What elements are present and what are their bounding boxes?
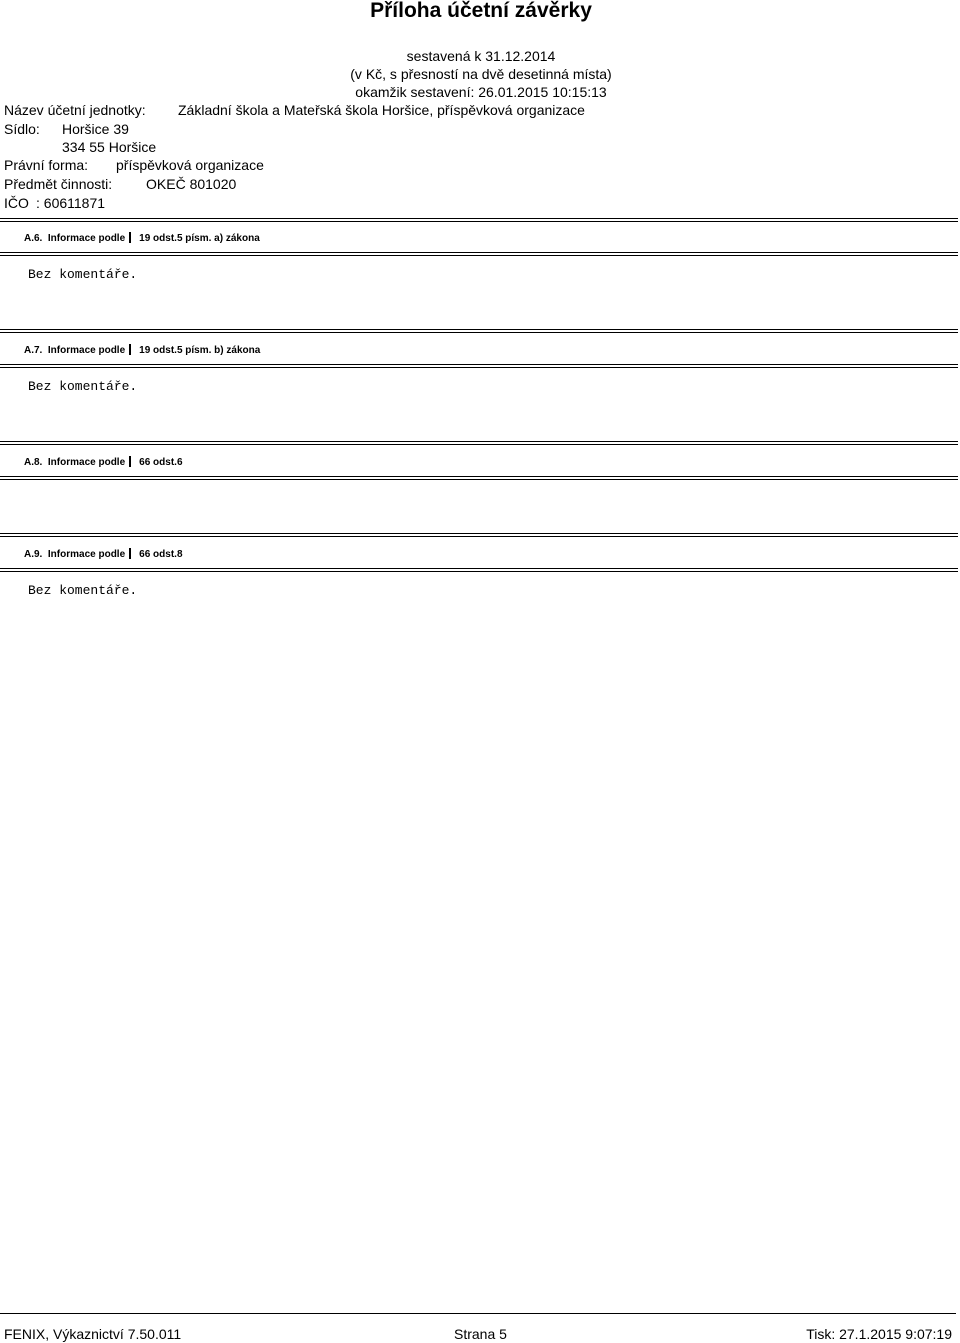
- section-a9-top-rule: [0, 533, 958, 537]
- paragraph-mark-icon: [129, 548, 137, 559]
- footer-print-date: Tisk: 27.1.2015 9:07:19: [806, 1326, 952, 1342]
- section-heading-ref: 19 odst.5 písm. b) zákona: [139, 345, 261, 356]
- section-heading-ref: 66 odst.6: [139, 457, 183, 468]
- ico-label: IČO: [4, 195, 29, 211]
- section-a6-bottom-rule: [0, 252, 958, 256]
- paragraph-mark-icon: [129, 232, 137, 243]
- section-a9-heading: [24, 548, 183, 561]
- footer-page-number: Strana 5: [454, 1326, 507, 1342]
- section-a8-top-rule: [0, 441, 958, 445]
- paragraph-mark-icon: [129, 344, 137, 355]
- section-a8-heading: [24, 456, 183, 469]
- section-a9-bottom-rule: [0, 568, 958, 572]
- section-a6-comment: Bez komentáře.: [28, 267, 138, 282]
- section-code: A.9.: [24, 549, 43, 560]
- section-heading-text: Informace podle: [47, 549, 126, 560]
- section-heading-text: Informace podle: [47, 457, 126, 468]
- seat-line1: Horšice 39: [62, 121, 129, 137]
- footer-rule: [0, 1313, 956, 1314]
- legal-form-value: příspěvková organizace: [116, 157, 264, 173]
- section-a7-top-rule: [0, 329, 958, 333]
- section-heading-ref: 19 odst.5 písm. a) zákona: [139, 233, 260, 244]
- entity-name-label: Název účetní jednotky:: [4, 102, 146, 118]
- section-a7-comment: Bez komentáře.: [28, 379, 138, 394]
- paragraph-mark-icon: [129, 456, 137, 467]
- section-a6-top-rule: [0, 218, 958, 222]
- ico-value: : 60611871: [36, 195, 106, 211]
- compiled-as-of: sestavená k 31.12.2014: [406, 48, 556, 64]
- footer-software: FENIX, Výkaznictví 7.50.011: [4, 1326, 182, 1342]
- section-a9-comment: Bez komentáře.: [28, 583, 138, 598]
- document-title: Příloha účetní závěrky: [370, 0, 592, 22]
- section-code: A.6.: [24, 233, 43, 244]
- activity-label: Předmět činnosti:: [4, 176, 113, 192]
- section-heading-text: Informace podle: [47, 233, 126, 244]
- activity-value: OKEČ 801020: [146, 176, 237, 192]
- section-a7-bottom-rule: [0, 364, 958, 368]
- section-a8-bottom-rule: [0, 476, 958, 480]
- section-heading-ref: 66 odst.8: [139, 549, 183, 560]
- section-code: A.8.: [24, 457, 43, 468]
- units-note: (v Kč, s přesností na dvě desetinná místa): [350, 66, 612, 82]
- section-code: A.7.: [24, 345, 43, 356]
- section-heading-text: Informace podle: [47, 345, 126, 356]
- compiled-moment: okamžik sestavení: 26.01.2015 10:15:13: [355, 84, 607, 100]
- section-a7-heading: [24, 344, 260, 357]
- entity-name-value: Základní škola a Mateřská škola Horšice, příspěvková organizace: [178, 102, 585, 118]
- legal-form-label: Právní forma:: [4, 157, 89, 173]
- seat-label: Sídlo:: [4, 121, 40, 137]
- seat-line2: 334 55 Horšice: [62, 139, 157, 155]
- section-a6-heading: [24, 232, 260, 245]
